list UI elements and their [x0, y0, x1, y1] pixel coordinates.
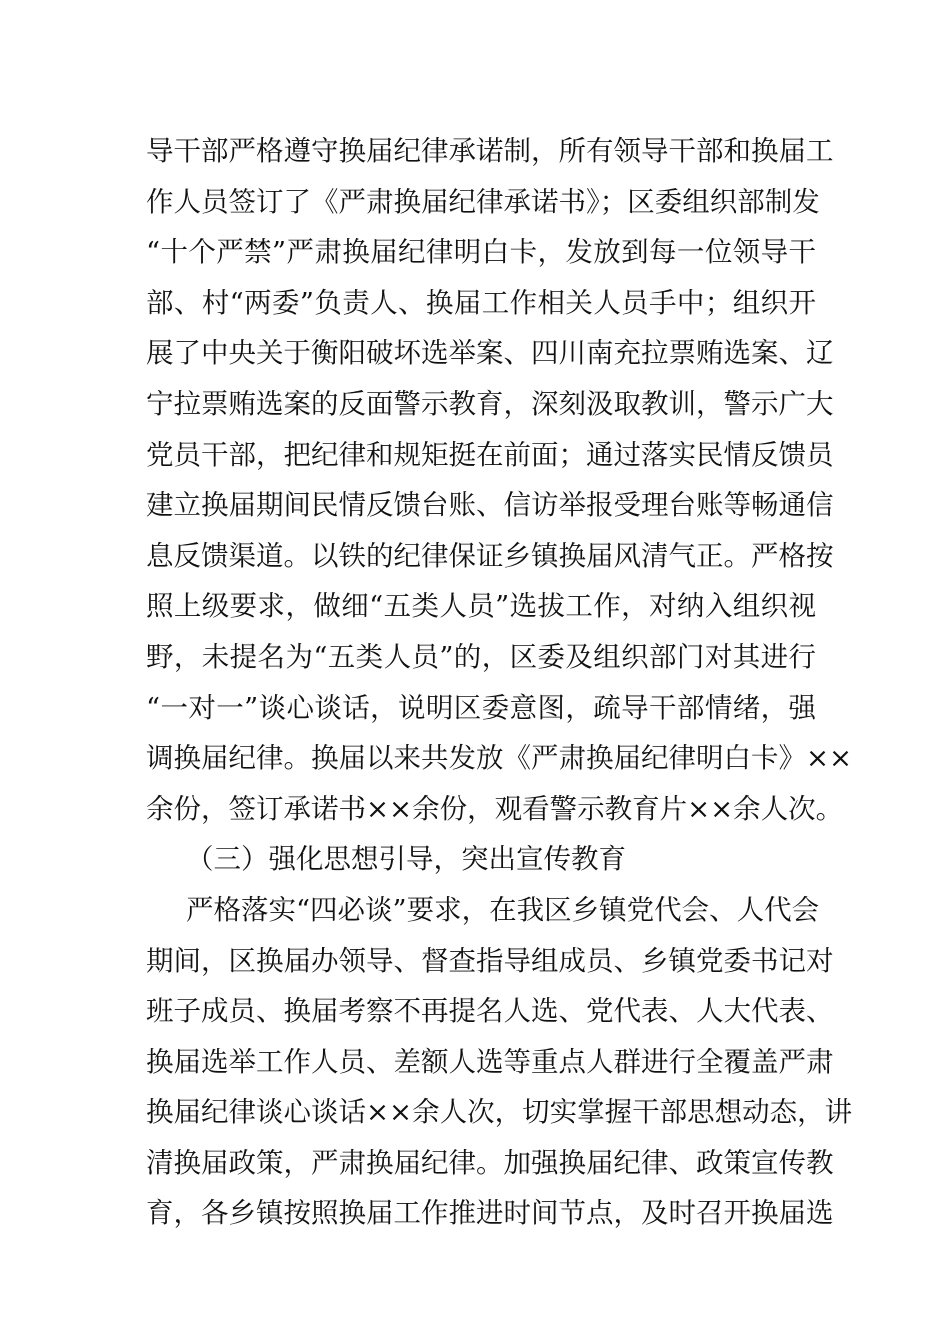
body-line: 期间，区换届办领导、督查指导组成员、乡镇党委书记对: [146, 944, 834, 977]
body-line: “十个严禁”严肃换届纪律明白卡，发放到每一位领导干: [146, 236, 816, 269]
body-line: 宁拉票贿选案的反面警示教育，深刻汲取教训，警示广大: [146, 387, 834, 420]
body-line: 党员干部，把纪律和规矩挺在前面；通过落实民情反馈员: [146, 438, 834, 471]
body-line: 照上级要求，做细“五类人员”选拔工作，对纳入组织视: [146, 590, 816, 623]
body-line: 展了中央关于衡阳破坏选举案、四川南充拉票贿选案、辽: [146, 337, 834, 370]
body-line: 换届选举工作人员、差额人选等重点人群进行全覆盖严肃: [146, 1045, 834, 1078]
body-line: 野，未提名为“五类人员”的，区委及组织部门对其进行: [146, 640, 816, 673]
section-heading: （三）强化思想引导，突出宣传教育: [186, 843, 626, 876]
body-line: 作人员签订了《严肃换届纪律承诺书》；区委组织部制发: [146, 185, 820, 218]
body-line: 导干部严格遵守换届纪律承诺制，所有领导干部和换届工: [146, 135, 834, 167]
body-line: 建立换届期间民情反馈台账、信访举报受理台账等畅通信: [146, 489, 834, 522]
body-line: 换届纪律谈心谈话××余人次，切实掌握干部思想动态，讲: [146, 1096, 853, 1129]
document-body: [146, 126, 853, 1239]
body-line: 班子成员、换届考察不再提名人选、党代表、人大代表、: [146, 995, 834, 1028]
body-line: 息反馈渠道。以铁的纪律保证乡镇换届风清气正。严格按: [146, 539, 834, 572]
body-line: “一对一”谈心谈话，说明区委意图，疏导干部情绪，强: [146, 691, 816, 724]
body-line: 育，各乡镇按照换届工作推进时间节点，及时召开换届选: [146, 1197, 834, 1230]
body-line: 余份，签订承诺书××余份，观看警示教育片××余人次。: [146, 792, 844, 825]
body-line: 严格落实“四必谈”要求，在我区乡镇党代会、人代会: [186, 893, 820, 926]
body-line: 调换届纪律。换届以来共发放《严肃换届纪律明白卡》××: [146, 742, 853, 775]
body-line: 清换届政策，严肃换届纪律。加强换届纪律、政策宣传教: [146, 1146, 834, 1179]
body-line: 部、村“两委”负责人、换届工作相关人员手中；组织开: [146, 286, 816, 319]
